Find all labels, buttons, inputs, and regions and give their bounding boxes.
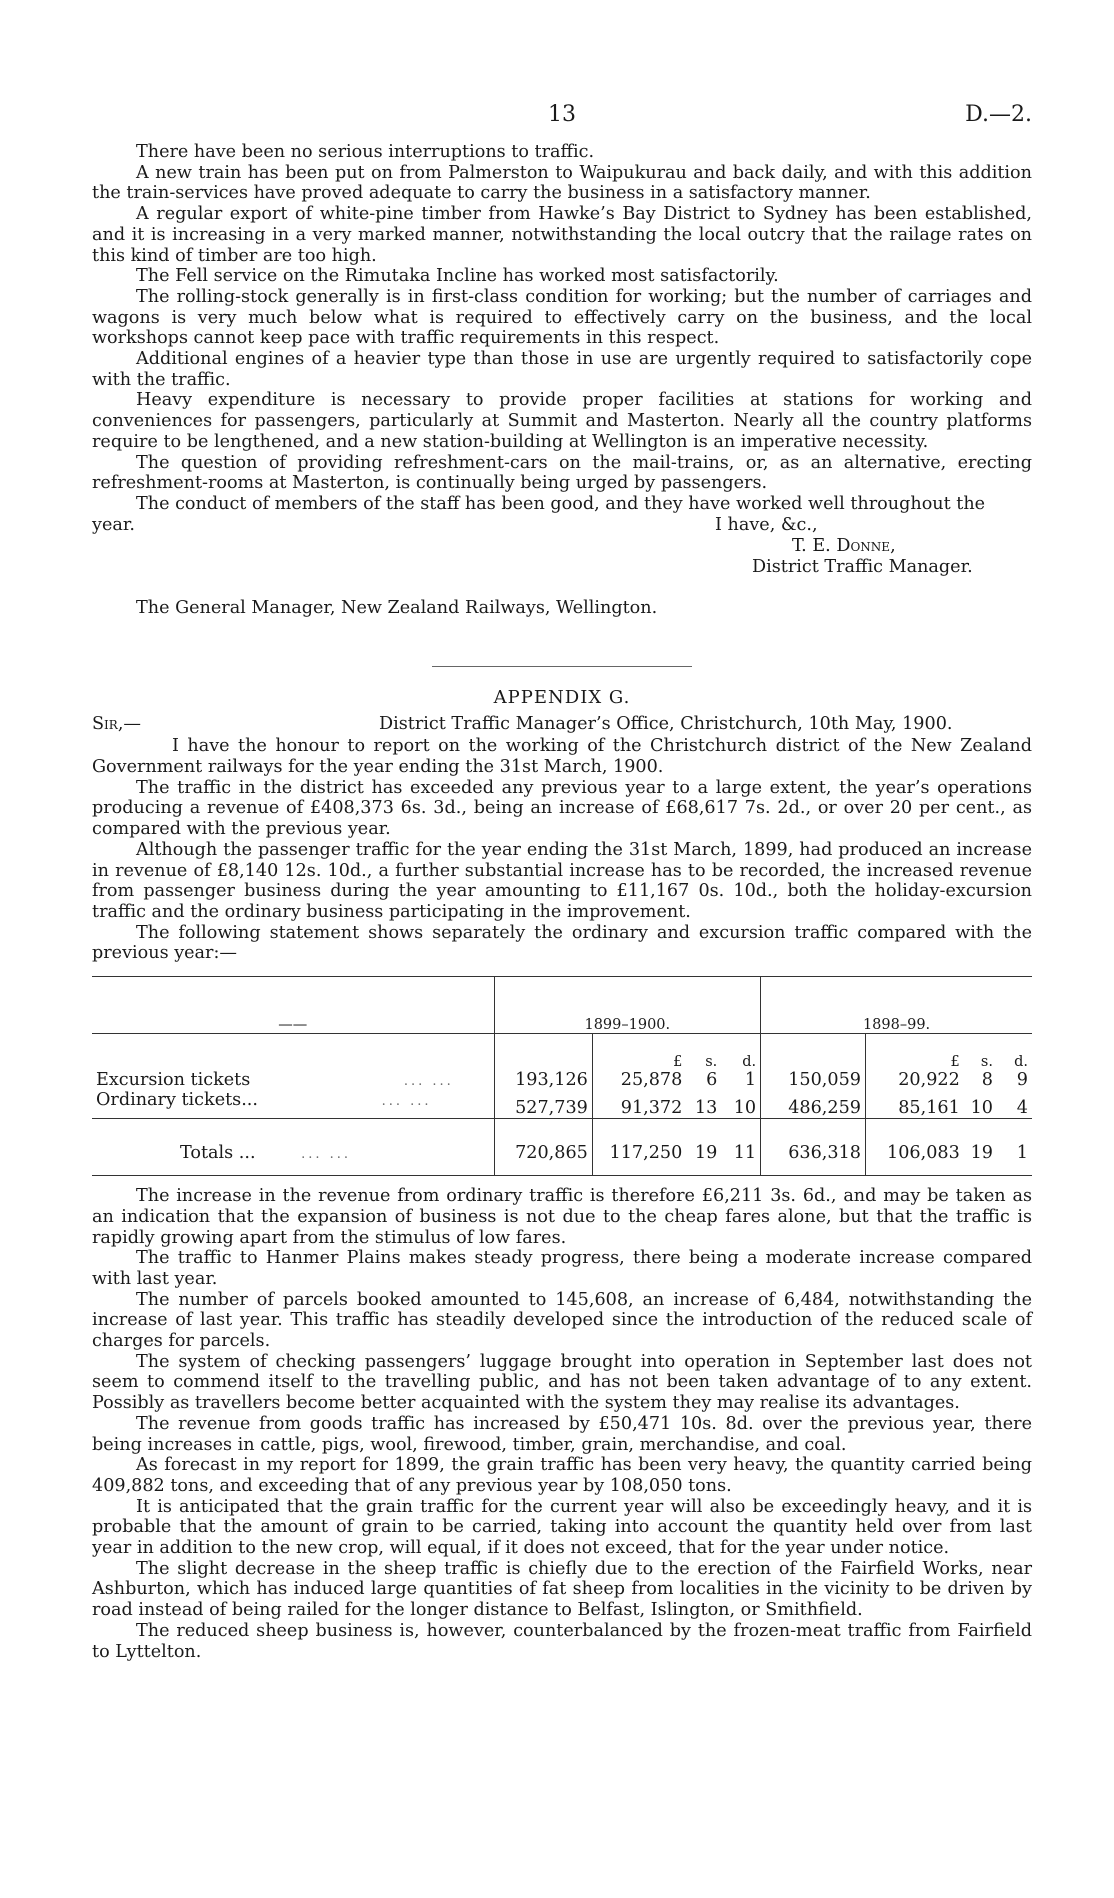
addressee: The General Manager, New Zealand Railways, Wellington. xyxy=(136,597,658,618)
office-dateline: District Traffic Manager’s Office, Christchurch, 10th May, 1900. xyxy=(379,714,953,735)
report-section xyxy=(92,142,1032,618)
paragraph: The rolling-stock generally is in first-class condition for working; but the number of carriages and wagons is very much below what is required to effectively carry on the business, and the local workshops cannot keep pace with traffic requirements in this respect. xyxy=(92,286,1032,349)
valediction: I have, &c., xyxy=(715,514,818,535)
signature-block xyxy=(92,515,1032,598)
period-header: 1898–99. xyxy=(761,977,1032,1034)
salutation-row xyxy=(92,714,1032,736)
cell-pence: 4 xyxy=(1016,1098,1028,1119)
document-reference: D.—2. xyxy=(965,102,1032,127)
paragraph: The revenue from goods traffic has increased by £50,471 10s. 8d. over the previous year, there being increases in cattle, pigs, wool, firewood, timber, grain, merchandise, and coal. xyxy=(92,1413,1032,1455)
paragraph: The number of parcels booked amounted to 145,608, an increase of 6,484, notwithstanding the increase of last year. This traffic has steadily developed since the introduction of the reduced scale of charges for parcels. xyxy=(92,1289,1032,1352)
unit-pound: £ xyxy=(592,1034,686,1071)
page-number: 13 xyxy=(548,102,576,127)
corner-cell: —— xyxy=(278,1017,308,1034)
table-row xyxy=(92,1090,1032,1119)
cell-pounds: 106,083 xyxy=(865,1119,963,1164)
unit-shillings: s. xyxy=(980,1054,993,1071)
paragraph: Additional engines of a heavier type than those in use are urgently required to satisfactorily cope with the traffic. xyxy=(92,349,1032,390)
paragraph: It is anticipated that the grain traffic for the current year will also be exceedingly heavy, and it is probable that the amount of grain to be carried, taking into account the quantity held over from last year in addition to the new crop, will equal, if it does not exceed, that for the year under notice. xyxy=(92,1496,1032,1559)
cell-shillings: 13 xyxy=(694,1098,718,1119)
cell-count: 527,739 xyxy=(494,1090,592,1119)
cell-shillings: 8 xyxy=(981,1070,993,1091)
traffic-comparison-table xyxy=(92,976,1032,1176)
paragraph: The Fell service on the Rimutaka Incline has worked most satisfactorily. xyxy=(136,266,779,287)
units-row xyxy=(92,1034,1032,1071)
totals-row xyxy=(92,1119,1032,1164)
unit-shillings: s. xyxy=(705,1054,718,1071)
section-divider xyxy=(432,666,692,667)
paragraph: The question of providing refreshment-cars on the mail-trains, or, as an alternative, erecting refreshment-rooms at Masterton, is continually being urged by passengers. xyxy=(92,452,1032,494)
paragraph: The reduced sheep business is, however, counterbalanced by the frozen-meat traffic from Fairfield to Lyttelton. xyxy=(92,1620,1032,1662)
paragraph: There have been no serious interruptions to traffic. xyxy=(136,142,595,162)
cell-pounds: 20,922 xyxy=(865,1070,963,1090)
paragraph: Heavy expenditure is necessary to provide proper facilities at stations for working and conveniences for passengers, particularly at Summit and Masterton. Nearly all the country platforms require to be lengthened, and a new station-building at Wellington is an imperative necessity. xyxy=(92,390,1032,452)
paragraph: The conduct of members of the staff has been good, and they have worked well throughout the xyxy=(136,493,986,514)
unit-pence: d. xyxy=(1014,1054,1028,1071)
cell-pounds: 117,250 xyxy=(592,1119,686,1164)
paragraph: The increase in the revenue from ordinary traffic is therefore £6,211 3s. 6d., and may be taken as an indication that the expansion of business is not due to the cheap fares alone, but that the traffic is rapidly growing apart from the stimulus of low fares. xyxy=(92,1186,1032,1248)
appendix-section xyxy=(92,687,1032,1662)
row-label: Excursion tickets xyxy=(96,1070,251,1091)
cell-count: 150,059 xyxy=(761,1070,866,1090)
cell-pounds: 85,161 xyxy=(865,1090,963,1119)
cell-shillings: 10 xyxy=(970,1098,993,1119)
signatory-title: District Traffic Manager. xyxy=(752,556,973,577)
closing-word: year. xyxy=(92,514,135,535)
paragraph: Although the passenger traffic for the year ending the 31st March, 1899, had produced an increase in revenue of £8,140 12s. 10d., a further substantial increase has to be recorded, the increased revenue from passenger business during the year amounting to £11,167 0s. 10d., both the holiday-excursion traffic and the ordinary business participating in the improvement. xyxy=(92,839,1032,922)
paragraph: The traffic to Hanmer Plains makes steady progress, there being a moderate increase compared with last year. xyxy=(92,1248,1032,1289)
cell-count: 720,865 xyxy=(494,1119,592,1164)
period-header: 1899–1900. xyxy=(494,977,761,1034)
cell-pence: 1 xyxy=(744,1070,757,1091)
paragraph: A new train has been put on from Palmerston to Waipukurau and back daily, and with this addition the train-services have proved adequate to carry the business in a satisfactory manner. xyxy=(92,162,1032,204)
row-label: Ordinary tickets... xyxy=(96,1090,258,1111)
table-header-row xyxy=(92,977,1032,1034)
cell-pounds: 25,878 xyxy=(592,1070,686,1090)
paragraph: As forecast in my report for 1899, the grain traffic has been very heavy, the quantity carried being 409,882 tons, and exceeding that of any previous year by 108,050 tons. xyxy=(92,1455,1032,1496)
cell-count: 486,259 xyxy=(761,1090,866,1119)
unit-pence: d. xyxy=(742,1054,757,1071)
leader-dots: ... ... xyxy=(403,1074,454,1090)
paragraph: The slight decrease in the sheep traffic is chiefly due to the erection of the Fairfield Works, near Ashburton, which has induced large quantities of fat sheep from localities in the vicinity to be driven by road instead of being railed for the longer distance to Belfast, Islington, or Smithfield. xyxy=(92,1558,1032,1621)
paragraph: A regular export of white-pine timber from Hawke’s Bay District to Sydney has been established, and it is increasing in a very marked manner, notwithstanding the local outcry that the railage rates on this kind of timber are too high. xyxy=(92,204,1032,266)
signatory-name: T. E. Donne, xyxy=(792,535,896,556)
document-page xyxy=(92,102,1032,1662)
table-row xyxy=(92,1070,1032,1090)
paragraph: The traffic in the district has exceeded any previous year to a large extent, the year’s operations producing a revenue of £408,373 6s. 3d., being an increase of £68,617 7s. 2d., or over 20 per cent., as compared with the previous year. xyxy=(92,777,1032,840)
cell-pence: 1 xyxy=(997,1119,1032,1164)
cell-pence: 11 xyxy=(721,1119,760,1164)
paragraph: I have the honour to report on the working of the Christchurch district of the New Zealand Government railways for the year ending the 31st March, 1900. xyxy=(92,736,1032,778)
page-header xyxy=(92,102,1032,142)
cell-shillings: 19 xyxy=(686,1119,721,1164)
cell-shillings: 19 xyxy=(964,1119,997,1164)
salutation: Sir,— xyxy=(92,714,142,735)
paragraph: The system of checking passengers’ luggage brought into operation in September last does not seem to commend itself to the travelling public, and has not been taken advantage of to any extent. Possibly as travellers become better acquainted with the system they may realise its advantages. xyxy=(92,1351,1032,1414)
totals-label: Totals ... xyxy=(180,1143,256,1164)
cell-count: 636,318 xyxy=(761,1119,866,1164)
cell-count: 193,126 xyxy=(494,1070,592,1090)
cell-pence: 10 xyxy=(733,1098,757,1119)
cell-pence: 9 xyxy=(1016,1070,1028,1091)
unit-pound: £ xyxy=(865,1034,963,1071)
appendix-heading: APPENDIX G. xyxy=(493,687,631,709)
cell-pounds: 91,372 xyxy=(592,1090,686,1119)
leader-dots: ... ... xyxy=(301,1147,352,1163)
leader-dots: ... ... xyxy=(381,1094,432,1110)
cell-shillings: 6 xyxy=(706,1070,718,1091)
paragraph: The following statement shows separately the ordinary and excursion traffic compared with the previous year:— xyxy=(92,922,1032,964)
